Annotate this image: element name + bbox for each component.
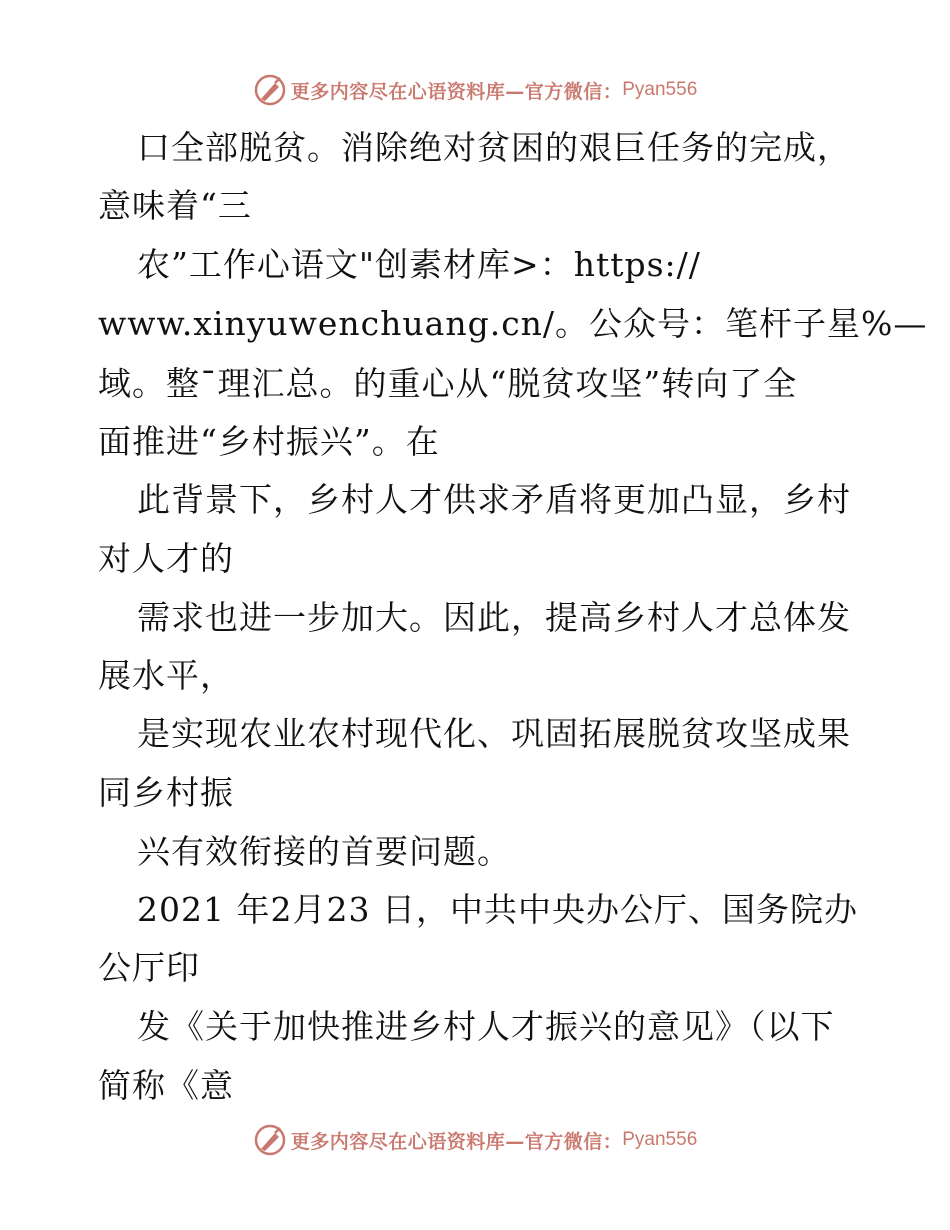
text-line: 同乡村振 <box>98 773 234 812</box>
text-line: 是实现农业农村现代化、巩固拓展脱贫攻坚成果 <box>137 714 851 753</box>
text-line: 简称《意 <box>98 1066 234 1105</box>
watermark-id: Pyan556 <box>622 1129 698 1150</box>
watermark-text: 更多内容尽在心语资料库—官方微信： <box>290 80 623 103</box>
watermark-id: Pyan556 <box>622 79 698 100</box>
pen-logo-icon <box>253 1123 287 1157</box>
text-line: 公厅印 <box>98 948 200 987</box>
text-line: 此背景下，乡村人才供求矛盾将更加凸显，乡村 <box>137 480 851 519</box>
text-line: 展水平， <box>98 656 234 695</box>
watermark-text: 更多内容尽在心语资料库—官方微信： <box>290 1130 623 1153</box>
text-line: 2021 年2月23 日，中共中央办公厅、国务院办 <box>137 890 858 929</box>
text-line: 农”工作心语文"创素材库>：https:// <box>137 245 701 284</box>
text-line: 兴有效衔接的首要问题。 <box>137 832 511 871</box>
text-line: 面推进“乡村振兴”。在 <box>98 422 440 461</box>
text-line: 意味着“三 <box>98 186 252 225</box>
text-line: 域。整¯理汇总。的重心从“脱贫攻坚”转向了全 <box>98 364 798 403</box>
watermark-footer <box>0 1120 950 1160</box>
text-line: 需求也进一步加大。因此，提高乡村人才总体发 <box>137 598 851 637</box>
text-line: 发《关于加快推进乡村人才振兴的意见》（以下 <box>137 1007 835 1046</box>
text-line: 口全部脱贫。消除绝对贫困的艰巨任务的完成， <box>137 128 851 167</box>
text-line: 对人才的 <box>98 539 234 578</box>
text-line: www.xinyuwenchuang.cn/。公众号：笔杆子星%— <box>98 304 928 343</box>
